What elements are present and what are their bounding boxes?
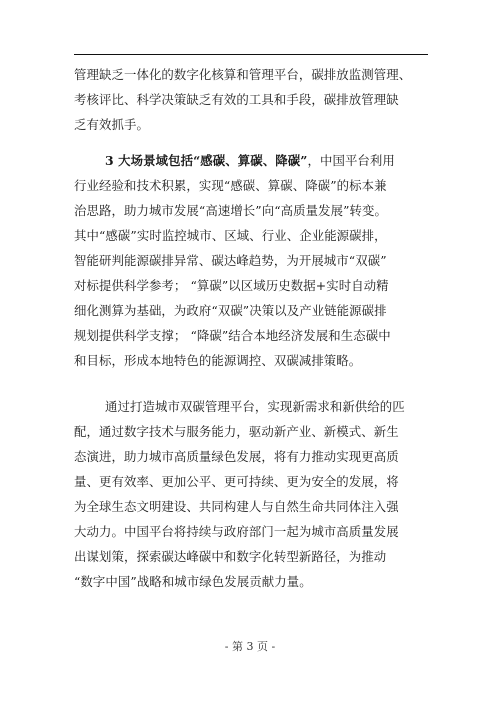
paragraph-2-line: 治思路，助力城市发展“高速增长”向“高质量发展”转变。 (74, 203, 388, 218)
header-rule (74, 54, 428, 55)
paragraph-3-line: 为全球生态文明建设、共同构建人与自然生命共同体注入强 (74, 499, 399, 514)
paragraph-2-line: 智能研判能源碳排异常、碳达峰趋势，为开展城市“双碳” (74, 253, 387, 268)
paragraph-2-first-line (105, 153, 435, 169)
paragraph-2-line: 对标提供科学参考； “算碳”以区域历史数据+实时自动精 (74, 278, 389, 293)
paragraph-3-line: 大动力。中国平台将持续与政府部门一起为城市高质量发展 (74, 524, 399, 539)
paragraph-3-line: 态演进，助力城市高质量绿色发展，将有力推动实现更高质 (74, 449, 399, 464)
paragraph-3-first-line: 通过打造城市双碳管理平台，实现新需求和新供给的匹 (105, 399, 405, 414)
paragraph-1-line: 管理缺乏一体化的数字化核算和管理平台，碳排放监测管理、 (74, 67, 412, 82)
paragraph-2-line: 行业经验和技术积累，实现“感碳、算碳、降碳”的标本兼 (74, 178, 387, 193)
paragraph-2-lead-bold: 3 大场景域包括“感碳、算碳、降碳” (105, 153, 308, 168)
paragraph-3-line: “数字中国”战略和城市绿色发展贡献力量。 (74, 574, 312, 589)
paragraph-1-line: 乏有效抓手。 (74, 117, 149, 132)
page-number: - 第 3 页 - (224, 640, 276, 653)
paragraph-2-line: 细化测算为基础，为政府“双碳”决策以及产业链能源碳排 (74, 303, 387, 318)
paragraph-2-line: 规划提供科学支撑； “降碳”结合本地经济发展和生态碳中 (74, 328, 391, 343)
paragraph-1-line: 考核评比、科学决策缺乏有效的工具和手段，碳排放管理缺 (74, 92, 399, 107)
paragraph-3-line: 出谋划策，探索碳达峰碳中和数字化转型新路径，为推动 (74, 549, 387, 564)
paragraph-2-line: 其中“感碳”实时监控城市、区域、行业、企业能源碳排， (74, 228, 387, 243)
paragraph-2-line: 和目标，形成本地特色的能源调控、双碳减排策略。 (74, 353, 362, 368)
paragraph-3-line: 配，通过数字技术与服务能力，驱动新产业、新模式、新生 (74, 424, 399, 439)
paragraph-3-line: 量、更有效率、更加公平、更可持续、更为安全的发展，将 (74, 474, 399, 489)
paragraph-2-lead-rest: ，中国平台利用 (307, 153, 395, 168)
